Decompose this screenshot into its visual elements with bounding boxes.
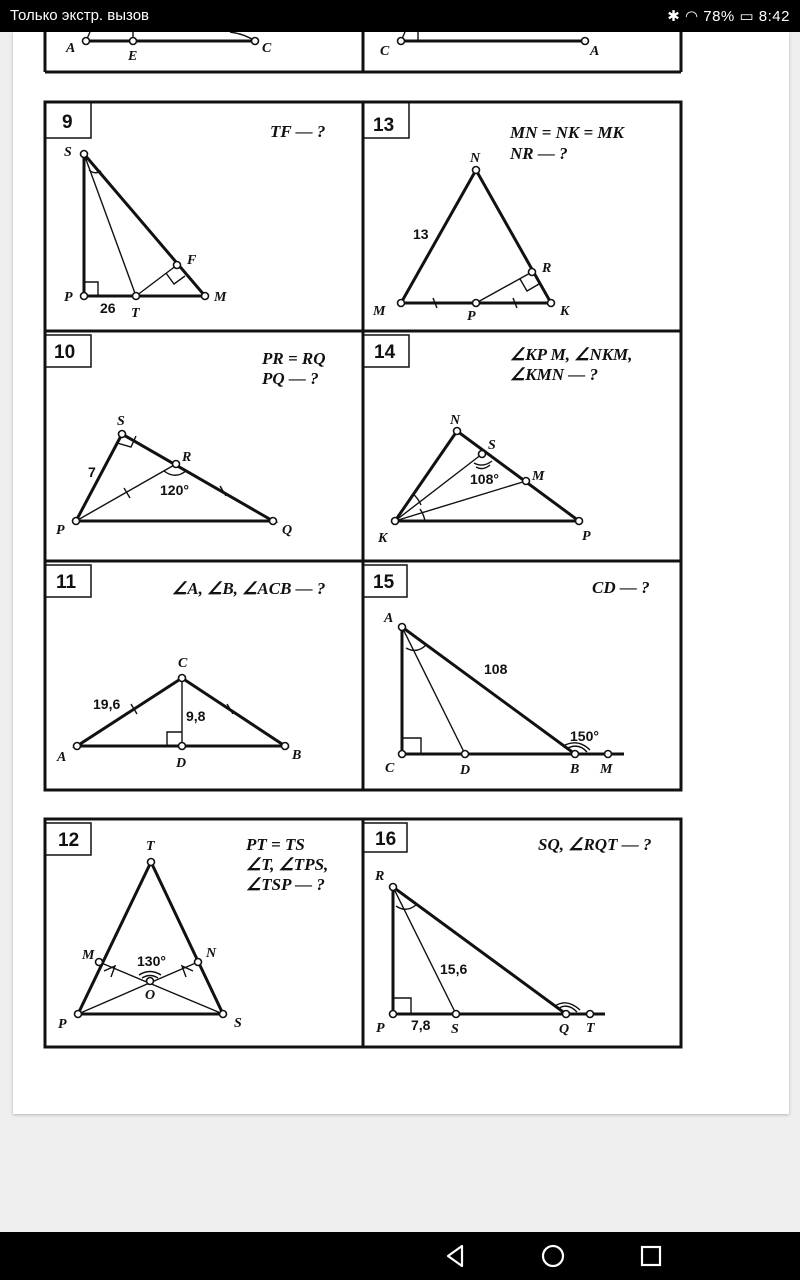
problem-number: 16 xyxy=(375,829,397,850)
problem-number: 15 xyxy=(373,572,395,593)
label-b: B xyxy=(570,762,580,777)
navigation-bar xyxy=(0,1232,800,1280)
problem-task-line1: PT = TS xyxy=(246,835,305,854)
label-m: M xyxy=(532,469,545,484)
value-pt: 26 xyxy=(100,300,116,316)
label-r: R xyxy=(375,869,385,884)
label-s: S xyxy=(488,438,496,453)
home-circle-icon[interactable] xyxy=(537,1240,569,1272)
problem-task-line1: PR = RQ xyxy=(262,349,326,368)
problem-task-line1: ∠KP M, ∠NKM, xyxy=(510,345,633,364)
label-n: N xyxy=(470,151,481,166)
bluetooth-icon: ✱ xyxy=(667,8,681,25)
problem-task-line2: ∠KMN — ? xyxy=(510,365,598,384)
problem-number: 9 xyxy=(62,112,73,133)
problem-10 xyxy=(45,335,326,538)
problem-12 xyxy=(45,823,328,1032)
value-angle: 130° xyxy=(137,953,166,969)
problem-number: 14 xyxy=(374,342,396,363)
label-m: M xyxy=(82,948,95,963)
label-c: C xyxy=(178,656,188,671)
status-bar xyxy=(0,0,800,32)
top-label-a: A xyxy=(66,41,76,56)
problem-task-line1: MN = NK = MK xyxy=(510,123,624,142)
problem-9 xyxy=(45,102,325,321)
label-s: S xyxy=(64,145,72,160)
value-angle: 108° xyxy=(470,471,499,487)
label-t: T xyxy=(146,839,155,854)
problem-number: 12 xyxy=(58,830,80,851)
problem-task-line3: ∠TSP — ? xyxy=(246,875,325,894)
value-ps: 7 xyxy=(88,464,96,480)
top-partial-row xyxy=(45,32,681,72)
label-d: D xyxy=(176,756,187,771)
top-label-e: E xyxy=(128,49,138,64)
problem-task: CD — ? xyxy=(592,578,650,597)
label-p: P xyxy=(58,1017,67,1032)
value-rs: 15,6 xyxy=(440,961,468,977)
value-cd: 9,8 xyxy=(186,708,206,724)
label-p: P xyxy=(64,290,73,305)
problem-15 xyxy=(363,565,650,778)
label-p: P xyxy=(467,309,476,324)
label-r: R xyxy=(182,450,192,465)
label-s: S xyxy=(234,1016,242,1031)
label-k: K xyxy=(560,304,570,319)
label-f: F xyxy=(187,253,197,268)
label-n: N xyxy=(206,946,217,961)
recents-square-icon[interactable] xyxy=(635,1240,667,1272)
label-t: T xyxy=(131,306,140,321)
problem-task-line2: NR — ? xyxy=(510,144,568,163)
label-o: O xyxy=(145,988,156,1003)
problem-sheet xyxy=(13,32,789,1114)
top-label-c: C xyxy=(262,41,272,56)
value-angle: 120° xyxy=(160,482,189,498)
problem-number: 13 xyxy=(373,115,395,136)
problem-task: SQ, ∠RQT — ? xyxy=(538,835,652,854)
back-triangle-icon[interactable] xyxy=(440,1240,472,1272)
label-k: K xyxy=(378,531,388,546)
label-p: P xyxy=(56,523,65,538)
label-t: T xyxy=(586,1021,595,1036)
value-ps: 7,8 xyxy=(411,1017,431,1033)
label-s: S xyxy=(451,1022,459,1037)
label-m: M xyxy=(600,762,613,777)
label-b: B xyxy=(292,748,302,763)
label-r: R xyxy=(542,261,552,276)
problem-task: ∠A, ∠B, ∠ACB — ? xyxy=(172,579,326,598)
problem-number: 10 xyxy=(54,342,76,363)
label-a: A xyxy=(57,750,67,765)
clock: 8:42 xyxy=(758,8,790,25)
document-page xyxy=(13,32,789,1114)
carrier-text: Только экстр. вызов xyxy=(10,7,150,24)
label-q: Q xyxy=(282,523,293,538)
problem-task-line2: ∠T, ∠TPS, xyxy=(246,855,329,874)
top-label-a2: A xyxy=(590,44,600,59)
value-mn: 13 xyxy=(413,226,429,242)
problem-11 xyxy=(45,565,325,771)
value-ab: 108 xyxy=(484,661,508,677)
problem-14 xyxy=(363,335,632,546)
label-a: A xyxy=(384,611,394,626)
top-label-c2: C xyxy=(380,44,390,59)
label-c: C xyxy=(385,761,395,776)
label-n: N xyxy=(450,413,461,428)
problem-16 xyxy=(363,823,651,1037)
label-m: M xyxy=(373,304,386,319)
problem-task-line2: PQ — ? xyxy=(262,369,319,388)
label-d: D xyxy=(460,763,471,778)
value-ac: 19,6 xyxy=(93,696,121,712)
label-q: Q xyxy=(559,1022,570,1037)
battery-percent: 78% xyxy=(703,8,735,25)
problem-number: 11 xyxy=(56,572,77,593)
label-p: P xyxy=(582,529,591,544)
label-p: P xyxy=(376,1021,385,1036)
label-s: S xyxy=(117,414,125,429)
battery-icon: ▭ xyxy=(739,8,755,25)
problem-13 xyxy=(363,102,625,324)
problem-task: TF — ? xyxy=(270,122,326,141)
label-m: M xyxy=(214,290,227,305)
status-right xyxy=(667,7,790,25)
value-angle: 150° xyxy=(570,728,599,744)
wifi-icon: ◠ xyxy=(684,8,699,25)
